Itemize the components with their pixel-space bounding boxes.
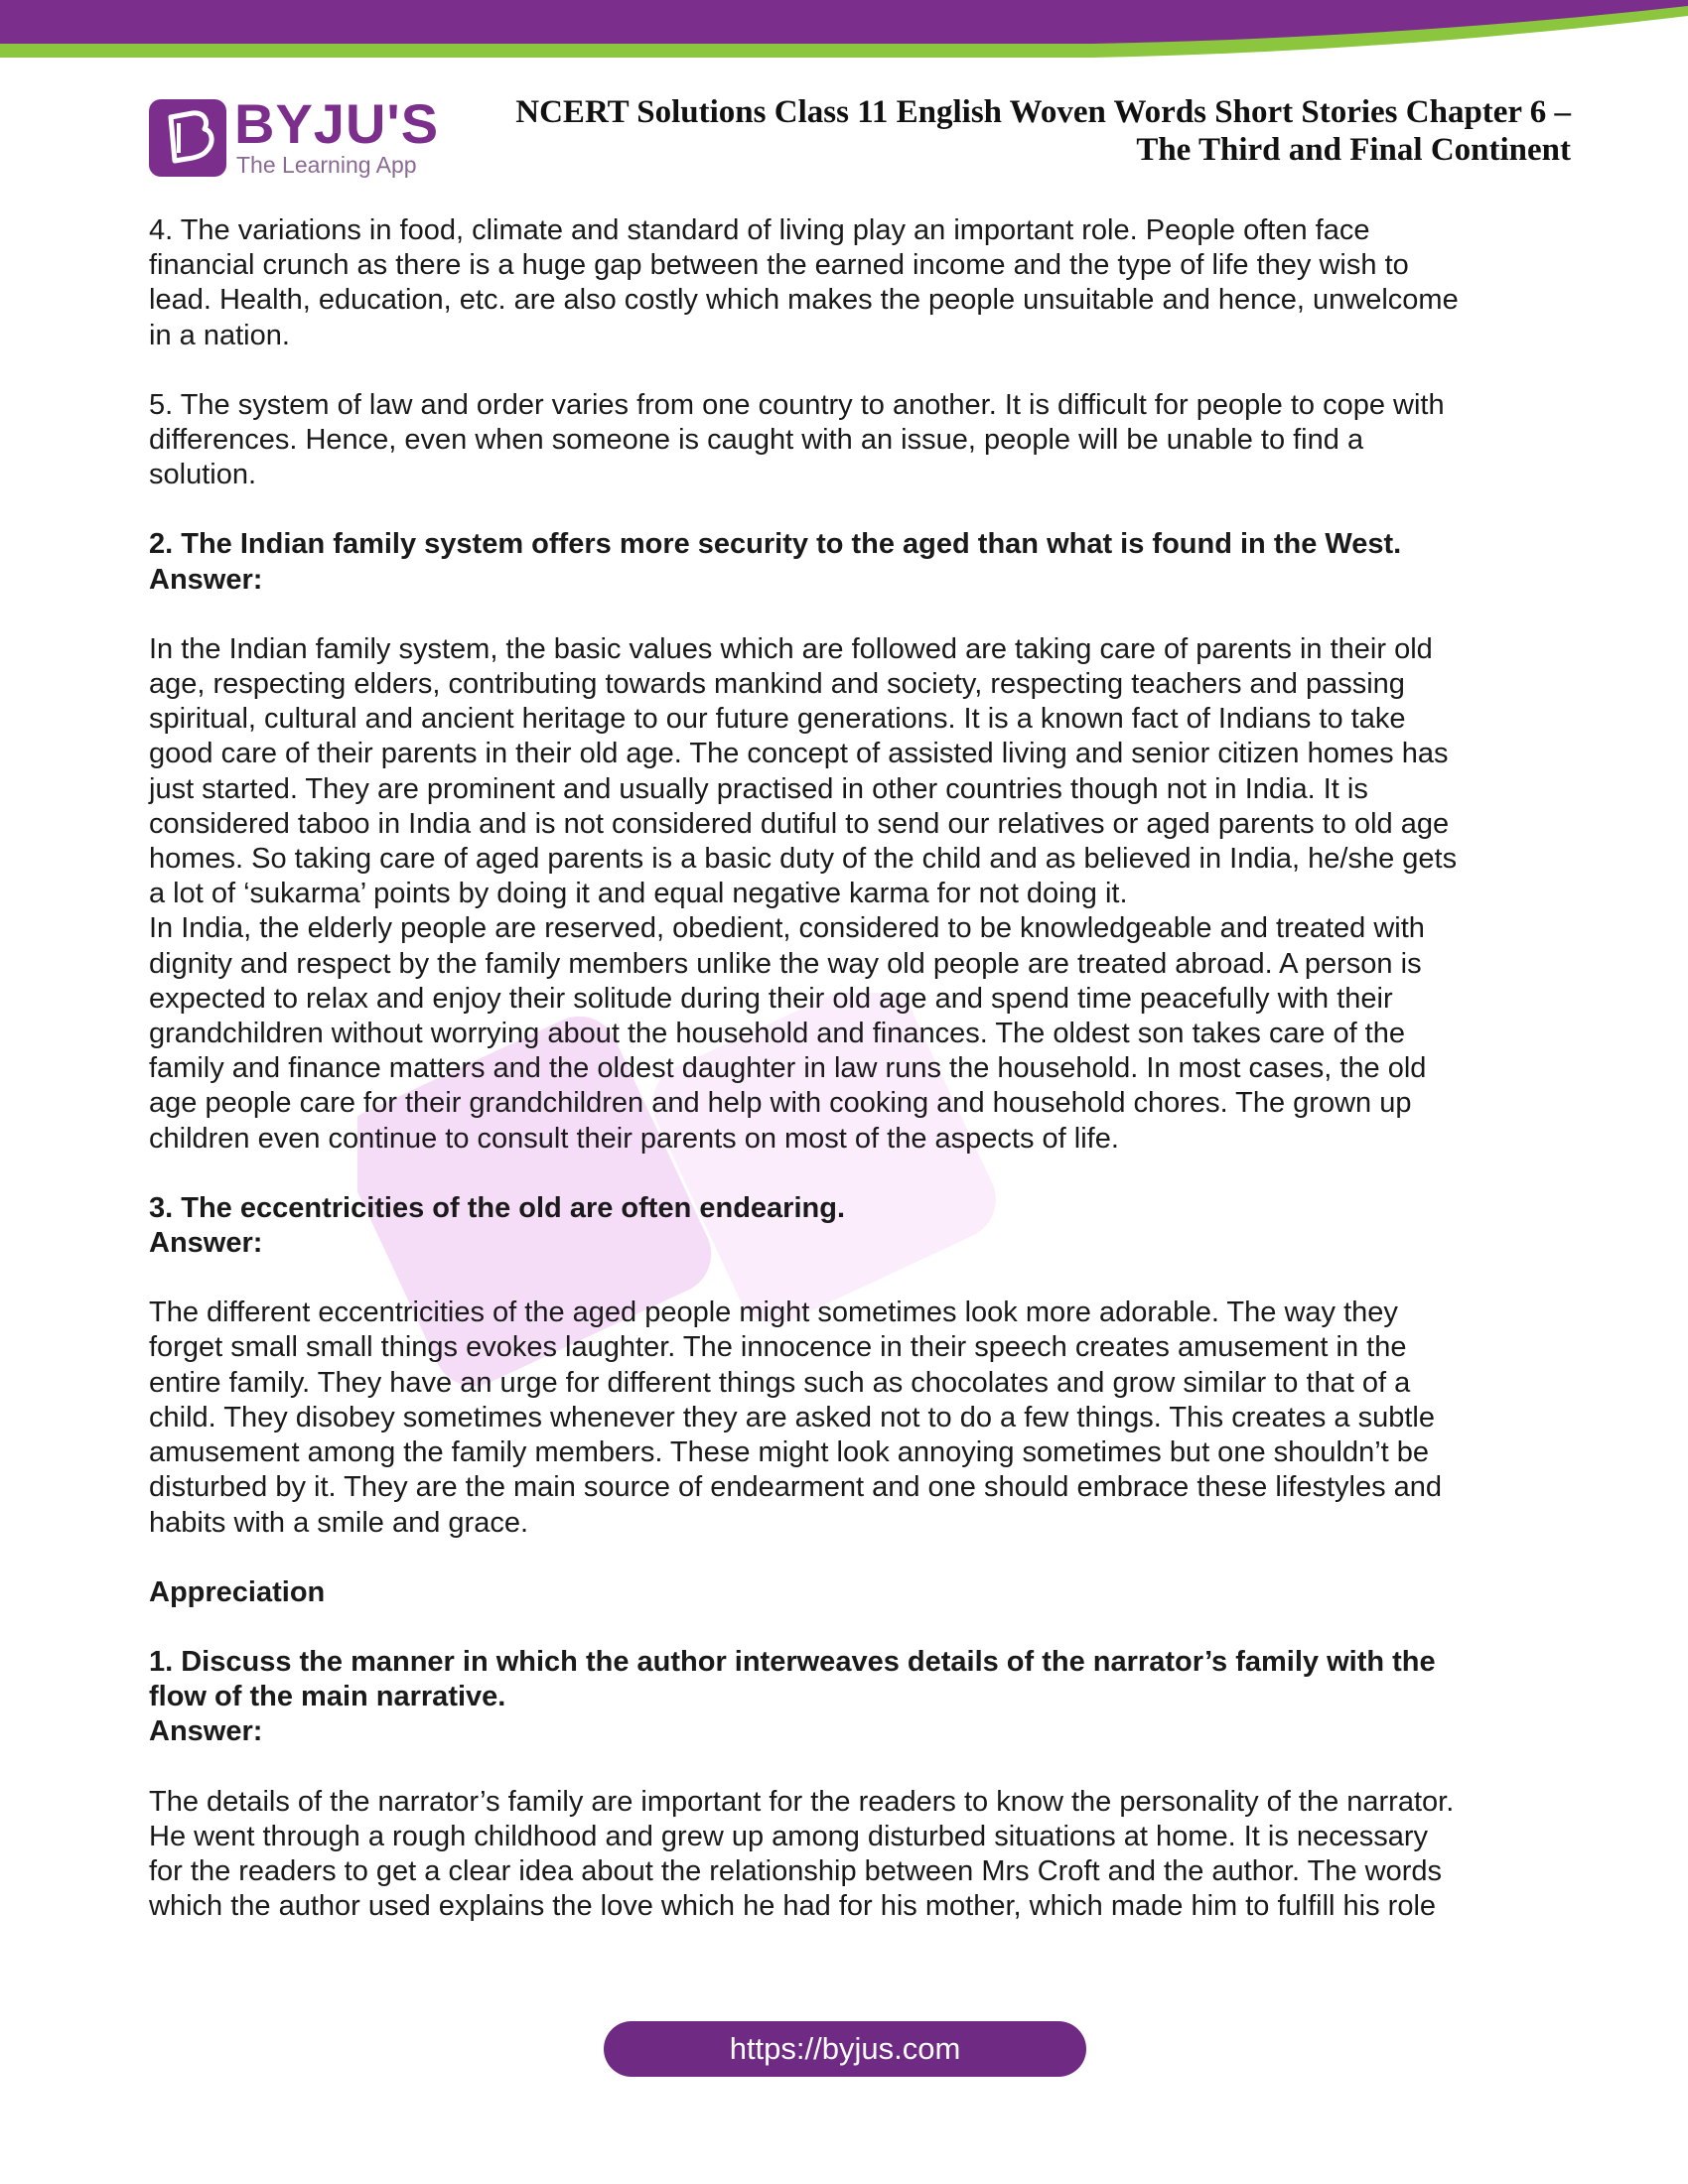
footer-url-link[interactable]: https://byjus.com — [604, 2021, 1086, 2077]
answer-point-4: 4. The variations in food, climate and standard of living play an important role. People often face financial crunch as there is a huge gap between the earned income and the type of life they wish to lead. Health, education, etc. are also costly which makes the people unsuitable and hence, unwelcome in a nation. — [149, 214, 1459, 351]
top-decorative-band — [0, 0, 1688, 62]
question-2-answer-paragraph-2: In India, the elderly people are reserved, obedient, considered to be knowledgeable and treated with dignity and respect by the family members unlike the way old people are treated abroad. A person is expected to relax and enjoy their solitude during their old age and spend time peacefully with their grandchildren without worrying about the household and finances. The oldest son takes care of the family and finance matters and the oldest daughter in law runs the household. In most cases, the old age people care for their grandchildren and help with cooking and household chores. The grown up children even continue to consult their parents on most of the aspects of life. — [149, 912, 1427, 1155]
byjus-logo[interactable] — [149, 92, 440, 181]
page-title-line1: NCERT Solutions Class 11 English Woven Words Short Stories Chapter 6 – — [515, 94, 1571, 130]
appreciation-question-1: 1. Discuss the manner in which the author interweaves details of the narrator’s family with the flow of the main narrative. — [149, 1645, 1436, 1713]
question-2-answer-paragraph-1: In the Indian family system, the basic values which are followed are taking care of parents in their old age, respecting elders, contributing towards mankind and society, respecting teachers and passing spiritual, cultural and ancient heritage to our future generations. It is a known fact of Indians to take good care of their parents in their old age. The concept of assisted living and senior citizen homes has just started. They are prominent and usually practised in other countries though not in India. It is considered taboo in India and is not considered dutiful to send our relatives or aged parents to old age homes. So taking care of aged parents is a basic duty of the child and as believed in India, he/she gets a lot of ‘sukarma’ points by doing it and equal negative karma for not doing it. — [149, 632, 1458, 910]
question-3-answer: The different eccentricities of the aged people might sometimes look more adorable. The way they forget small small things evokes laughter. The innocence in their speech creates amusement in the entire family. They have an urge for different things such as chocolates and grow similar to that of a child. They disobey sometimes whenever they are asked not to do a few things. This creates a subtle amusement among the family members. These might look annoying sometimes but one shouldn’t be disturbed by it. They are the main source of endearment and one should embrace these lifestyles and habits with a smile and grace. — [149, 1297, 1443, 1539]
document-body — [149, 213, 1539, 1959]
byjus-b-logo-icon — [149, 99, 226, 177]
appreciation-question-1-answer-label: Answer: — [149, 1715, 263, 1748]
section-heading-appreciation: Appreciation — [149, 1575, 326, 1608]
logo-brand-name: BYJU'S — [234, 92, 440, 155]
question-2: 2. The Indian family system offers more security to the aged than what is found in the West. — [149, 528, 1402, 561]
appreciation-question-1-answer: The details of the narrator’s family are important for the readers to know the personality of the narrator. He went through a rough childhood and grew up among disturbed situations at home. It is necessary for the readers to get a clear idea about the relationship between Mrs Croft and the author. The words which the author used explains the love which he had for his mother, which made him to fulfill his role — [149, 1785, 1455, 1923]
question-3: 3. The eccentricities of the old are often endearing. — [149, 1191, 845, 1224]
page-title-line2: The Third and Final Continent — [1136, 132, 1571, 168]
question-3-answer-label: Answer: — [149, 1227, 263, 1260]
page-title — [479, 93, 1571, 169]
logo-tagline: The Learning App — [236, 152, 417, 178]
answer-point-5: 5. The system of law and order varies from one country to another. It is difficult for people to cope with differences. Hence, even when someone is caught with an issue, people will be unable to find a solution. — [149, 388, 1445, 491]
question-2-answer-label: Answer: — [149, 563, 263, 596]
